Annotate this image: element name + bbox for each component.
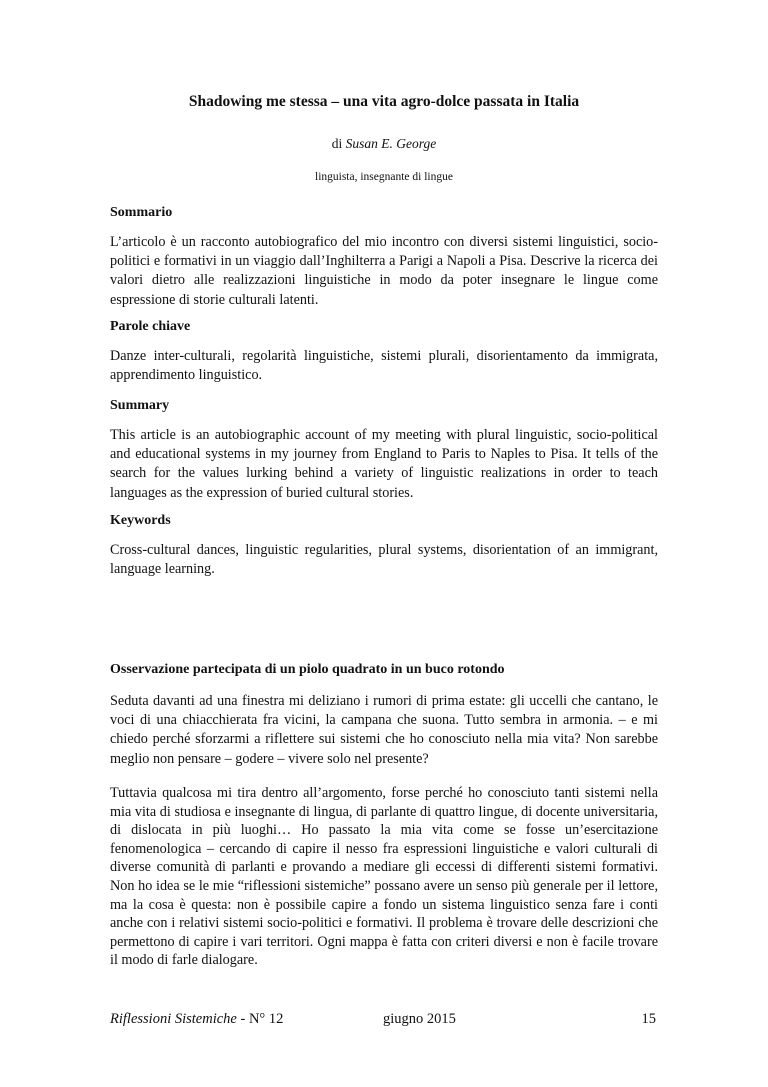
- article-title: Shadowing me stessa – una vita agro-dolce passata in Italia: [188, 93, 580, 110]
- body-paragraph: Tuttavia qualcosa mi tira dentro all’argomento, forse perché ho conosciuto tanti sistemi nella mia vita di studiosa e insegnante di lingua, di parlante di quattro lingue, di docente universitaria, di dislocata in più luoghi… Ho passato la mia vita come se fosse un’esercitazione fenomenologica – cercando di capire il nesso fra espressioni linguistiche e valori culturali di diverse comunità di parlanti e provando a mediare gli eccessi di differenti sistemi formativi. Non ho idea se le mie “riflessioni sistemiche” possano avere un senso più generale per il lettore, ma la cosa è questa: non è possibile capire a fondo un sistema linguistico senza fare i conti anche con i relativi sistemi socio-politici e formativi. Il problema è trovare delle descrizioni che permettono di capire i vari territori. Ogni mappa è fatta con criteri diversi e non è facile trovare il modo di farle dialogare.: [110, 785, 658, 969]
- body-paragraph-2-block: [110, 784, 658, 970]
- section-summary: [110, 397, 658, 503]
- section-text: Danze inter-culturali, regolarità linguistiche, sistemi plurali, disorientamento da immigrata, apprendimento linguistico.: [110, 348, 658, 384]
- author-line: [110, 136, 658, 152]
- section-keywords: [110, 512, 658, 579]
- page-footer: [110, 1011, 658, 1031]
- page-number: 15: [641, 1011, 656, 1027]
- footer-journal: [110, 1011, 283, 1028]
- section-heading: Keywords: [110, 513, 171, 528]
- section-text: This article is an autobiographic account of my meeting with plural linguistic, socio-political and educational systems in my journey from England to Paris to Naples to Pisa. It tells of the search for the values lurking behind a variety of linguistic realizations in order to teach languages as the expression of buried cultural stories.: [110, 427, 658, 501]
- section-heading: Summary: [110, 398, 170, 413]
- footer-date: giugno 2015: [383, 1011, 456, 1027]
- section-parole-chiave: [110, 318, 658, 385]
- author-affiliation: linguista, insegnante di lingue: [315, 171, 453, 183]
- body-heading-block: [110, 661, 658, 690]
- body-paragraph: Seduta davanti ad una finestra mi deliziano i rumori di prima estate: gli uccelli che cantano, le voci di una chiacchierata fra vicini, la campana che suona. Tutto sembra in armonia. – e mi chiedo perché sforzarmi a riflettere sui sistemi che ho conosciuto nella mia vita? Non sarebbe meglio non pensare – godere – vivere solo nel presente?: [110, 693, 658, 767]
- body-heading: Osservazione partecipata di un piolo quadrato in un buco rotondo: [110, 662, 505, 677]
- section-text: L’articolo è un racconto autobiografico del mio incontro con diversi sistemi linguistici, socio-politici e formativi in un viaggio dall’Inghilterra a Parigi a Napoli a Pisa. Descrive la ricerca dei valori dietro alle realizzazioni linguistiche in modo da poter insegnare le lingue come espressione di storie culturali latenti.: [110, 234, 658, 308]
- page: [110, 0, 658, 1087]
- section-text: Cross-cultural dances, linguistic regularities, plural systems, disorientation of an immigrant, language learning.: [110, 542, 658, 578]
- body-paragraph-1-block: [110, 692, 658, 769]
- author-name: Susan E. George: [345, 136, 437, 151]
- section-heading: Parole chiave: [110, 319, 191, 334]
- section-sommario: [110, 204, 658, 310]
- section-heading: Sommario: [110, 205, 173, 220]
- journal-name: Riflessioni Sistemiche: [110, 1011, 237, 1027]
- issue-number: - N° 12: [236, 1011, 284, 1027]
- author-prefix: di: [331, 136, 343, 151]
